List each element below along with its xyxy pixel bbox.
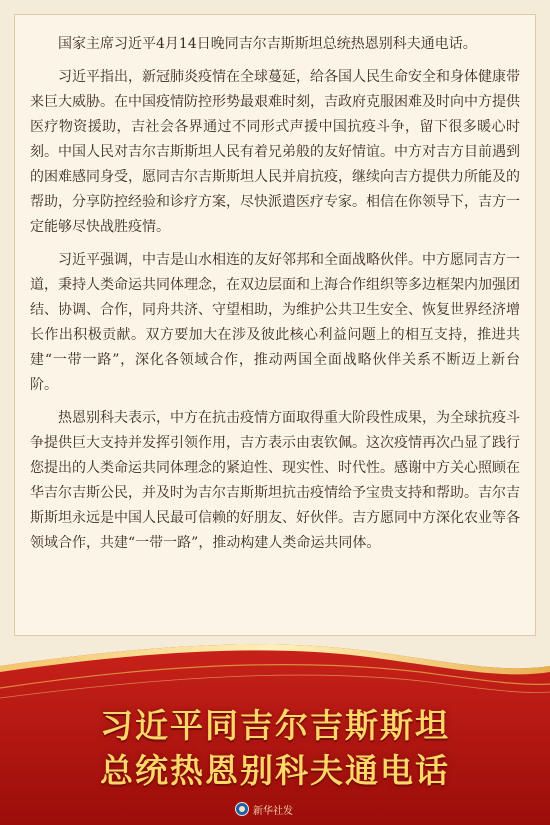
xinhua-logo-icon (235, 802, 249, 816)
source-label: 新华社发 (253, 805, 293, 817)
source-credit (235, 800, 293, 818)
headline-line-1: 习近平同吉尔吉斯斯坦 (100, 706, 450, 745)
article-paragraph-4: 热恩别科夫表示，中方在抗击疫情方面取得重大阶段性成果，为全球抗疫斗争提供巨大支持并发挥引领作用，吉方表示由衷钦佩。这次疫情再次凸显了践行您提出的人类命运共同体理念的紧迫性、现实性、时代性。感谢中方关心照顾在华吉尔吉斯公民，并及时为吉尔吉斯斯坦抗击疫情给予宝贵支持和帮助。吉尔吉斯斯坦永远是中国人民最可信赖的好朋友、好伙伴。吉方愿同中方深化农业等各领域合作，共建“一带一路”，推动构建人类命运共同体。 (30, 410, 520, 551)
article-body (30, 32, 520, 564)
headline-banner (0, 628, 550, 825)
article-paragraph-2: 习近平指出，新冠肺炎疫情在全球蔓延，给各国人民生命安全和身体健康带来巨大威胁。在中国疫情防控形势最艰难时刻，吉政府克服困难及时向中方提供医疗物资援助，吉社会各界通过不同形式声援中国抗疫斗争，留下很多暖心时刻。中国人民对吉尔吉斯斯坦人民有着兄弟般的友好情谊。中方对吉方目前遇到的困难感同身受，愿同吉尔吉斯斯坦人民并肩抗疫，继续向吉方提供力所能及的帮助，分享防控经验和诊疗方案，尽快派遣医疗专家。相信在你领导下，吉方一定能够尽快战胜疫情。 (30, 69, 520, 235)
article-paragraph-3: 习近平强调，中吉是山水相连的友好邻邦和全面战略伙伴。中方愿同吉方一道，秉持人类命运共同体理念，在双边层面和上海合作组织等多边框架内加强团结、协调、合作，同舟共济、守望相助，为维护公共卫生安全、恢复世界经济增长作出积极贡献。双方要加大在涉及彼此核心利益问题上的相互支持，推进共建“一带一路”，深化各领域合作，推动两国全面战略伙伴关系不断迈上新台阶。 (30, 252, 520, 393)
article-paragraph-1: 国家主席习近平4月14日晚同吉尔吉斯斯坦总统热恩别科夫通电话。 (58, 36, 477, 52)
headline-line-2: 总统热恩别科夫通电话 (100, 751, 450, 790)
